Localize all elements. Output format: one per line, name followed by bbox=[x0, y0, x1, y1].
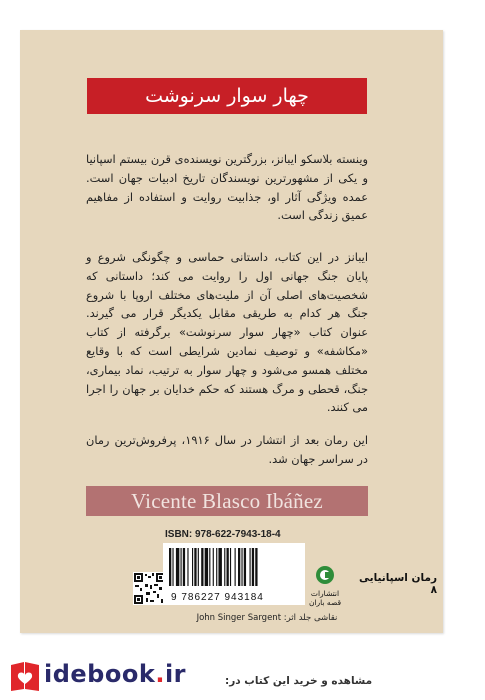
series-label bbox=[355, 572, 437, 596]
barcode-bar bbox=[201, 548, 203, 586]
cover-painter-credit: نقاشی جلد اثر: John Singer Sargent bbox=[196, 613, 338, 623]
barcode-bar bbox=[227, 548, 229, 586]
paragraph-author-intro bbox=[86, 150, 368, 225]
barcode-bar bbox=[241, 548, 242, 586]
site-logo[interactable] bbox=[44, 660, 186, 688]
barcode-bar bbox=[181, 548, 182, 586]
site-logo-main: idebook bbox=[44, 660, 156, 688]
barcode bbox=[163, 543, 305, 605]
barcode-bar bbox=[235, 548, 236, 586]
barcode-bar bbox=[169, 548, 171, 586]
author-name: Vicente Blasco Ibáñez bbox=[86, 486, 368, 516]
barcode-bar bbox=[255, 548, 257, 586]
barcode-bar bbox=[172, 548, 173, 586]
isbn-label: ISBN: 978-622-7943-18-4 bbox=[165, 529, 281, 540]
barcode-bar bbox=[238, 548, 240, 586]
barcode-bar bbox=[216, 548, 217, 586]
barcode-bar bbox=[218, 548, 221, 586]
series-number: ۸ bbox=[430, 584, 437, 596]
barcode-bar bbox=[213, 548, 214, 586]
paragraph-story bbox=[86, 248, 368, 417]
barcode-bar bbox=[198, 548, 199, 586]
barcode-bar bbox=[176, 548, 179, 586]
site-logo-dot: . bbox=[155, 660, 165, 688]
barcode-bar bbox=[192, 548, 193, 586]
barcode-bar bbox=[252, 548, 254, 586]
barcode-bar bbox=[244, 548, 246, 586]
barcode-bar bbox=[230, 548, 231, 586]
barcode-bar bbox=[224, 548, 225, 586]
book-title: چهار سوار سرنوشت bbox=[87, 78, 367, 114]
barcode-bar bbox=[183, 548, 185, 586]
barcode-bar bbox=[187, 548, 188, 586]
paragraph-3: این رمان بعد از انتشار در سال ۱۹۱۶، پرفروش‌ترین رمان در سراسر جهان شد. bbox=[86, 433, 368, 466]
paragraph-2: ایبانز در این کتاب، داستانی حماسی و چگونگی شروع و پایان جنگ جهانی اول را روایت می کند؛ داستانی که شخصیت‌های اصلی آن از ملیت‌های مختلف اروپا با شروع جنگ هر کدام به طریقی مقابل یکدیگر قرار می گیرند. عنوان کتاب «چهار سوار سرنوشت» برگرفته از کتاب «مکاشفه» و توصیف نمادین شرایطی است که با وقایع مختلف همسو می‌شود و چهار سوار به ترتیب، نماد بیماری، جنگ، قحطی و مرگ هستند که حکم خدایان بر جهان را اجرا می کنند. bbox=[86, 250, 368, 415]
footer-cta: مشاهده و خرید این کتاب در: bbox=[225, 675, 373, 687]
barcode-bar bbox=[209, 548, 210, 586]
book-heart-icon[interactable] bbox=[8, 659, 42, 693]
barcode-number: 9 786227 943184 bbox=[171, 592, 264, 603]
barcode-bars bbox=[169, 548, 299, 590]
publisher-emblem-icon bbox=[315, 565, 335, 585]
barcode-bar bbox=[250, 548, 251, 586]
publisher-name: انتشارات قصه باران bbox=[308, 589, 342, 607]
publisher-logo bbox=[305, 565, 345, 610]
site-logo-tld: ir bbox=[164, 660, 186, 688]
barcode-bar bbox=[205, 548, 208, 586]
barcode-bar bbox=[194, 548, 196, 586]
qr-code-icon bbox=[133, 572, 166, 605]
paragraph-success bbox=[86, 431, 368, 469]
paragraph-1: وینسته بلاسکو ایبانز، بزرگترین نویسنده‌ی قرن بیستم اسپانیا و یکی از مشهورترین نویسندگان تاریخ ادبیات جهان است. عمده ویژگی آثار او، جذابیت روایت و استفاده از مفاهیم عمیق زندگی است. bbox=[86, 152, 368, 223]
series-name: رمان اسپانیایی bbox=[359, 572, 437, 584]
